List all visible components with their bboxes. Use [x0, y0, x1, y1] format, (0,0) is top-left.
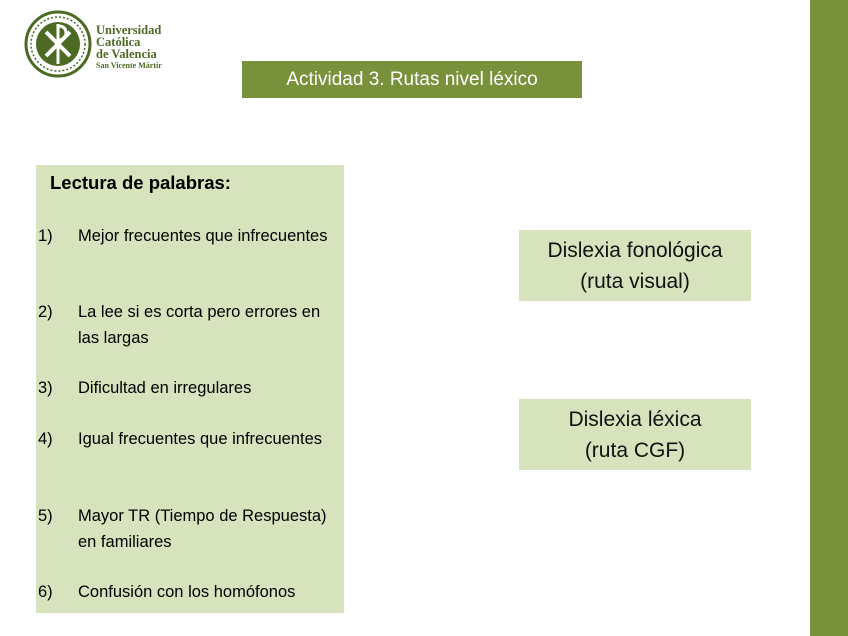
university-name-line-4: San Vicente Mártir [96, 61, 162, 70]
slide-title: Actividad 3. Rutas nivel léxico [242, 61, 582, 98]
panel-heading: Lectura de palabras: [50, 172, 231, 193]
list-item-text: La lee si es corta pero errores en las largas [78, 303, 321, 347]
box-title: Dislexia fonológica [547, 238, 723, 262]
list-item-number: 4) [38, 430, 53, 448]
university-name-line-2: Católica [96, 35, 141, 49]
box-subtitle: (ruta visual) [580, 269, 690, 293]
list-item-text: Mejor frecuentes que infrecuentes [78, 227, 328, 245]
list-item-text: Confusión con los homófonos [78, 583, 296, 601]
university-name-line-3: de Valencia [96, 47, 157, 61]
list-item-text: Igual frecuentes que infrecuentes [78, 430, 322, 448]
lexical-dyslexia-box [519, 399, 751, 470]
box-title: Dislexia léxica [568, 407, 702, 431]
list-item-number: 6) [38, 583, 53, 601]
side-accent-bar [810, 0, 848, 636]
list-item-number: 3) [38, 379, 53, 397]
university-seal-icon [24, 10, 92, 78]
list-item-number: 5) [38, 507, 53, 525]
list-item-text: Dificultad en irregulares [78, 379, 252, 397]
box-subtitle: (ruta CGF) [584, 438, 686, 462]
university-name [96, 24, 162, 71]
university-name-line-1: Universidad [96, 23, 162, 37]
phonological-dyslexia-box [519, 230, 751, 301]
list-item-number: 2) [38, 303, 53, 321]
list-item-text: Mayor TR (Tiempo de Respuesta) en familiares [78, 507, 327, 551]
list-item-number: 1) [38, 227, 53, 245]
